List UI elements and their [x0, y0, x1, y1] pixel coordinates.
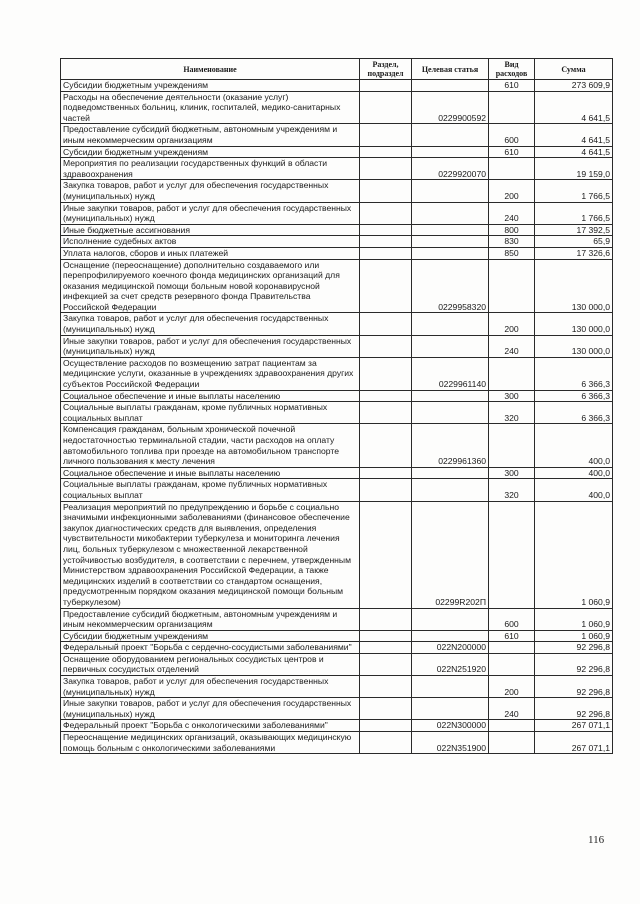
header-amount: Сумма	[535, 59, 613, 80]
row-expense-type	[489, 501, 535, 608]
table-row	[61, 202, 613, 224]
row-amount: 92 296,8	[535, 653, 613, 675]
row-name: Осуществление расходов по возмещению затрат пациентам за медицинские услуги, оказанные в учреждениях здравоохранения других субъектов Российской Федерации	[61, 357, 360, 390]
row-target-article: 022N300000	[412, 720, 489, 732]
row-expense-type: 830	[489, 236, 535, 248]
row-section	[360, 676, 412, 698]
table-body	[61, 80, 613, 754]
row-amount: 92 296,8	[535, 642, 613, 654]
table-row	[61, 501, 613, 608]
row-expense-type	[489, 424, 535, 467]
row-target-article: 02299R202П	[412, 501, 489, 608]
table-row	[61, 335, 613, 357]
row-expense-type: 320	[489, 402, 535, 424]
table-row	[61, 698, 613, 720]
row-name: Оснащение оборудованием региональных сосудистых центров и первичных сосудистых отделений	[61, 653, 360, 675]
row-section	[360, 202, 412, 224]
row-name: Закупка товаров, работ и услуг для обеспечения государственных (муниципальных) нужд	[61, 676, 360, 698]
table-row	[61, 158, 613, 180]
table-header-row	[61, 59, 613, 80]
row-expense-type	[489, 653, 535, 675]
row-name: Исполнение судебных актов	[61, 236, 360, 248]
row-expense-type: 200	[489, 676, 535, 698]
row-name: Расходы на обеспечение деятельности (оказание услуг) подведомственных больниц, клиник, госпиталей, медико-санитарных частей	[61, 91, 360, 124]
row-name: Иные закупки товаров, работ и услуг для обеспечения государственных (муниципальных) нужд	[61, 335, 360, 357]
row-target-article	[412, 402, 489, 424]
row-section	[360, 608, 412, 630]
row-expense-type: 800	[489, 224, 535, 236]
table-row	[61, 313, 613, 335]
row-section	[360, 402, 412, 424]
header-section: Раздел, подраздел	[360, 59, 412, 80]
row-target-article	[412, 335, 489, 357]
table-row	[61, 91, 613, 124]
row-expense-type: 300	[489, 390, 535, 402]
row-expense-type	[489, 259, 535, 313]
row-section	[360, 653, 412, 675]
table-row	[61, 479, 613, 501]
row-section	[360, 390, 412, 402]
row-section	[360, 313, 412, 335]
row-section	[360, 124, 412, 146]
row-name: Предоставление субсидий бюджетным, автономным учреждениям и иным некоммерческим организациям	[61, 608, 360, 630]
row-target-article: 0229961140	[412, 357, 489, 390]
row-expense-type	[489, 91, 535, 124]
row-expense-type: 240	[489, 202, 535, 224]
row-section	[360, 732, 412, 754]
header-expense-type: Вид расходов	[489, 59, 535, 80]
row-amount: 1 766,5	[535, 180, 613, 202]
row-target-article: 022N351900	[412, 732, 489, 754]
row-section	[360, 630, 412, 642]
row-section	[360, 357, 412, 390]
row-amount: 17 392,5	[535, 224, 613, 236]
row-target-article	[412, 180, 489, 202]
row-amount: 65,9	[535, 236, 613, 248]
row-amount: 17 326,6	[535, 247, 613, 259]
row-expense-type: 850	[489, 247, 535, 259]
row-name: Уплата налогов, сборов и иных платежей	[61, 247, 360, 259]
row-name: Социальное обеспечение и иные выплаты населению	[61, 390, 360, 402]
row-section	[360, 91, 412, 124]
table-row	[61, 653, 613, 675]
table-row	[61, 676, 613, 698]
row-expense-type: 610	[489, 146, 535, 158]
row-target-article: 0229958320	[412, 259, 489, 313]
table-row	[61, 402, 613, 424]
table-row	[61, 180, 613, 202]
row-expense-type	[489, 642, 535, 654]
row-amount: 267 071,1	[535, 732, 613, 754]
table-row	[61, 259, 613, 313]
row-section	[360, 424, 412, 467]
row-target-article: 0229900592	[412, 91, 489, 124]
row-name: Предоставление субсидий бюджетным, автономным учреждениям и иным некоммерческим организациям	[61, 124, 360, 146]
row-expense-type	[489, 158, 535, 180]
budget-table	[60, 58, 613, 754]
row-target-article	[412, 467, 489, 479]
row-amount: 4 641,5	[535, 91, 613, 124]
row-name: Реализация мероприятий по предупреждению и борьбе с социально значимыми инфекционными заболеваниями (финансовое обеспечение закупок диагностических средств для выявления, определения чувствительности микобактерии туберкулеза и мониторинга лечения лиц, больных туберкулезом с множественной лекарственной устойчивостью возбудителя, в соответствии с перечнем, утвержденным Министерством здравоохранения Российской Федерации, а также медицинских изделий в соответствии со стандартом оснащения, предусмотренным порядком оказания медицинской помощи больным туберкулезом)	[61, 501, 360, 608]
table-row	[61, 357, 613, 390]
row-section	[360, 146, 412, 158]
row-amount: 19 159,0	[535, 158, 613, 180]
row-amount: 400,0	[535, 479, 613, 501]
row-section	[360, 335, 412, 357]
row-name: Компенсация гражданам, больным хронической почечной недостаточностью терминальной стадии, части расходов на оплату автомобильного топлива при проезде на автомобильном транспорте личного пользования к месту лечения	[61, 424, 360, 467]
row-section	[360, 501, 412, 608]
row-expense-type: 240	[489, 335, 535, 357]
page-number: 116	[588, 834, 605, 846]
row-target-article	[412, 630, 489, 642]
row-expense-type: 300	[489, 467, 535, 479]
row-target-article	[412, 247, 489, 259]
table-row	[61, 467, 613, 479]
row-target-article	[412, 479, 489, 501]
table-row	[61, 247, 613, 259]
row-target-article: 022N200000	[412, 642, 489, 654]
row-name: Иные бюджетные ассигнования	[61, 224, 360, 236]
row-section	[360, 247, 412, 259]
row-amount: 6 366,3	[535, 357, 613, 390]
row-expense-type: 600	[489, 124, 535, 146]
row-amount: 1 766,5	[535, 202, 613, 224]
row-target-article	[412, 146, 489, 158]
row-target-article	[412, 202, 489, 224]
row-name: Федеральный проект "Борьба с сердечно-сосудистыми заболеваниями"	[61, 642, 360, 654]
table-row	[61, 124, 613, 146]
row-name: Федеральный проект "Борьба с онкологическими заболеваниями"	[61, 720, 360, 732]
row-amount: 400,0	[535, 424, 613, 467]
row-expense-type: 600	[489, 608, 535, 630]
row-expense-type	[489, 357, 535, 390]
table-row	[61, 642, 613, 654]
row-section	[360, 236, 412, 248]
row-name: Субсидии бюджетным учреждениям	[61, 146, 360, 158]
row-amount: 400,0	[535, 467, 613, 479]
row-name: Закупка товаров, работ и услуг для обеспечения государственных (муниципальных) нужд	[61, 180, 360, 202]
row-name: Мероприятия по реализации государственных функций в области здравоохранения	[61, 158, 360, 180]
row-name: Оснащение (переоснащение) дополнительно создаваемого или перепрофилируемого коечного фонда медицинских организаций для оказания медицинской помощи больным новой коронавирусной инфекцией за счет средств резервного фонда Правительства Российской Федерации	[61, 259, 360, 313]
table-row	[61, 608, 613, 630]
row-expense-type: 200	[489, 180, 535, 202]
header-name: Наименование	[61, 59, 360, 80]
row-target-article	[412, 236, 489, 248]
row-amount: 130 000,0	[535, 313, 613, 335]
row-expense-type: 240	[489, 698, 535, 720]
row-expense-type	[489, 732, 535, 754]
row-amount: 92 296,8	[535, 676, 613, 698]
table-row	[61, 424, 613, 467]
row-section	[360, 259, 412, 313]
row-amount: 92 296,8	[535, 698, 613, 720]
row-section	[360, 180, 412, 202]
row-amount: 1 060,9	[535, 630, 613, 642]
row-name: Социальное обеспечение и иные выплаты населению	[61, 467, 360, 479]
row-amount: 267 071,1	[535, 720, 613, 732]
row-amount: 4 641,5	[535, 146, 613, 158]
row-target-article: 022N251920	[412, 653, 489, 675]
row-expense-type: 610	[489, 630, 535, 642]
row-target-article: 0229920070	[412, 158, 489, 180]
row-section	[360, 698, 412, 720]
row-target-article	[412, 224, 489, 236]
row-amount: 6 366,3	[535, 402, 613, 424]
row-target-article: 0229961360	[412, 424, 489, 467]
row-target-article	[412, 313, 489, 335]
row-expense-type: 610	[489, 80, 535, 92]
row-target-article	[412, 608, 489, 630]
row-name: Закупка товаров, работ и услуг для обеспечения государственных (муниципальных) нужд	[61, 313, 360, 335]
row-target-article	[412, 676, 489, 698]
table-row	[61, 732, 613, 754]
table-row	[61, 720, 613, 732]
row-name: Переоснащение медицинских организаций, оказывающих медицинскую помощь больным с онкологическими заболеваниями	[61, 732, 360, 754]
table-row	[61, 224, 613, 236]
header-target-article: Целевая статья	[412, 59, 489, 80]
row-name: Социальные выплаты гражданам, кроме публичных нормативных социальных выплат	[61, 479, 360, 501]
row-name: Иные закупки товаров, работ и услуг для обеспечения государственных (муниципальных) нужд	[61, 202, 360, 224]
row-section	[360, 80, 412, 92]
row-expense-type: 320	[489, 479, 535, 501]
row-name: Социальные выплаты гражданам, кроме публичных нормативных социальных выплат	[61, 402, 360, 424]
row-name: Иные закупки товаров, работ и услуг для обеспечения государственных (муниципальных) нужд	[61, 698, 360, 720]
row-amount: 6 366,3	[535, 390, 613, 402]
table-row	[61, 236, 613, 248]
row-amount: 130 000,0	[535, 259, 613, 313]
row-expense-type: 200	[489, 313, 535, 335]
row-amount: 1 060,9	[535, 608, 613, 630]
row-section	[360, 467, 412, 479]
row-section	[360, 720, 412, 732]
table-row	[61, 390, 613, 402]
row-target-article	[412, 698, 489, 720]
row-section	[360, 158, 412, 180]
row-target-article	[412, 124, 489, 146]
row-amount: 1 060,9	[535, 501, 613, 608]
row-name: Субсидии бюджетным учреждениям	[61, 630, 360, 642]
row-section	[360, 224, 412, 236]
row-amount: 130 000,0	[535, 335, 613, 357]
row-expense-type	[489, 720, 535, 732]
row-section	[360, 479, 412, 501]
row-target-article	[412, 390, 489, 402]
table-row	[61, 80, 613, 92]
row-amount: 4 641,5	[535, 124, 613, 146]
table-row	[61, 630, 613, 642]
row-name: Субсидии бюджетным учреждениям	[61, 80, 360, 92]
row-target-article	[412, 80, 489, 92]
row-section	[360, 642, 412, 654]
table-row	[61, 146, 613, 158]
row-amount: 273 609,9	[535, 80, 613, 92]
